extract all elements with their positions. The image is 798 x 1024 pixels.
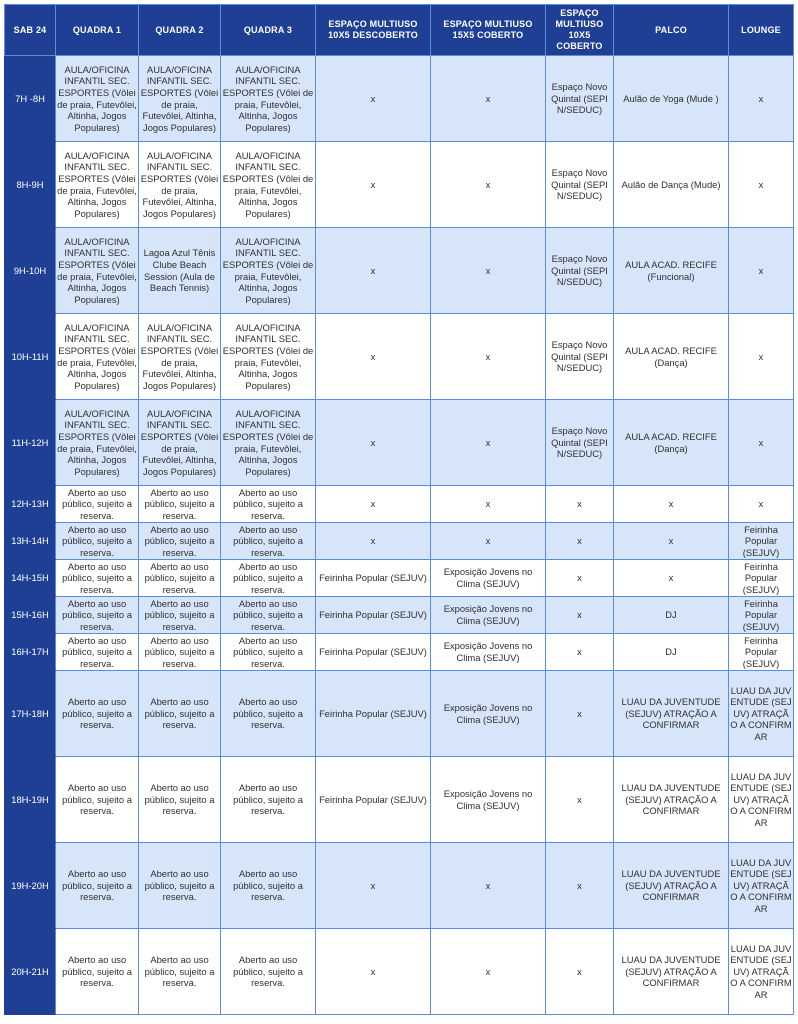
time-slot: 17H-18H: [5, 671, 56, 757]
cell-multiuso-15x5-coberto: x: [431, 929, 546, 1015]
cell-quadra-1: Aberto ao uso público, sujeito a reserva.: [56, 929, 139, 1015]
cell-multiuso-10x5-coberto: x: [546, 486, 614, 523]
cell-quadra-2: Lagoa Azul Tênis Clube Beach Session (Aula de Beach Tennis): [139, 228, 221, 314]
table-row: [5, 400, 794, 486]
cell-palco: LUAU DA JUVENTUDE (SEJUV) ATRAÇÃO A CONFIRMAR: [614, 671, 729, 757]
cell-palco: Aulão de Dança (Mude): [614, 142, 729, 228]
cell-multiuso-15x5-coberto: x: [431, 228, 546, 314]
schedule-table: [4, 4, 794, 1015]
cell-multiuso-15x5-coberto: x: [431, 400, 546, 486]
time-slot: 9H-10H: [5, 228, 56, 314]
cell-multiuso-10x5-coberto: Espaço Novo Quintal (SEPIN/SEDUC): [546, 228, 614, 314]
cell-lounge: Feirinha Popular (SEJUV): [729, 523, 794, 560]
cell-lounge: LUAU DA JUVENTUDE (SEJUV) ATRAÇÃO A CONFIRMAR: [729, 929, 794, 1015]
table-row: [5, 757, 794, 843]
cell-multiuso-10x5-descoberto: x: [316, 400, 431, 486]
cell-multiuso-10x5-coberto: x: [546, 634, 614, 671]
cell-lounge: x: [729, 486, 794, 523]
cell-multiuso-10x5-coberto: x: [546, 523, 614, 560]
cell-quadra-1: AULA/OFICINA INFANTIL SEC. ESPORTES (Vôlei de praia, Futevôlei, Altinha, Jogos Populares): [56, 142, 139, 228]
cell-multiuso-10x5-descoberto: x: [316, 486, 431, 523]
table-row: [5, 560, 794, 597]
cell-palco: x: [614, 560, 729, 597]
cell-lounge: LUAU DA JUVENTUDE (SEJUV) ATRAÇÃO A CONFIRMAR: [729, 671, 794, 757]
time-slot: 20H-21H: [5, 929, 56, 1015]
cell-quadra-3: AULA/OFICINA INFANTIL SEC. ESPORTES (Vôlei de praia, Futevôlei, Altinha, Jogos Populares): [221, 314, 316, 400]
header-quadra-2: QUADRA 2: [139, 5, 221, 56]
cell-multiuso-10x5-descoberto: Feirinha Popular (SEJUV): [316, 671, 431, 757]
time-slot: 19H-20H: [5, 843, 56, 929]
cell-quadra-2: Aberto ao uso público, sujeito a reserva.: [139, 486, 221, 523]
cell-multiuso-10x5-coberto: x: [546, 671, 614, 757]
header-multiuso-10x5-coberto: ESPAÇO MULTIUSO 10X5 COBERTO: [546, 5, 614, 56]
cell-palco: DJ: [614, 597, 729, 634]
time-slot: 14H-15H: [5, 560, 56, 597]
table-row: [5, 634, 794, 671]
cell-quadra-1: Aberto ao uso público, sujeito a reserva.: [56, 486, 139, 523]
time-slot: 8H-9H: [5, 142, 56, 228]
header-row: [5, 5, 794, 56]
cell-quadra-2: Aberto ao uso público, sujeito a reserva.: [139, 597, 221, 634]
cell-multiuso-10x5-coberto: Espaço Novo Quintal (SEPIN/SEDUC): [546, 142, 614, 228]
cell-quadra-3: Aberto ao uso público, sujeito a reserva.: [221, 843, 316, 929]
cell-quadra-3: Aberto ao uso público, sujeito a reserva.: [221, 757, 316, 843]
cell-palco: Aulão de Yoga (Mude ): [614, 56, 729, 142]
cell-lounge: x: [729, 400, 794, 486]
cell-quadra-3: AULA/OFICINA INFANTIL SEC. ESPORTES (Vôlei de praia, Futevôlei, Altinha, Jogos Populares): [221, 56, 316, 142]
cell-multiuso-10x5-coberto: x: [546, 843, 614, 929]
cell-lounge: x: [729, 142, 794, 228]
cell-quadra-1: Aberto ao uso público, sujeito a reserva.: [56, 560, 139, 597]
cell-quadra-2: Aberto ao uso público, sujeito a reserva.: [139, 523, 221, 560]
time-slot: 7H -8H: [5, 56, 56, 142]
table-row: [5, 228, 794, 314]
table-row: [5, 671, 794, 757]
cell-multiuso-10x5-coberto: Espaço Novo Quintal (SEPIN/SEDUC): [546, 314, 614, 400]
cell-quadra-1: Aberto ao uso público, sujeito a reserva.: [56, 523, 139, 560]
cell-quadra-1: AULA/OFICINA INFANTIL SEC. ESPORTES (Vôlei de praia, Futevôlei, Altinha, Jogos Populares): [56, 400, 139, 486]
cell-quadra-3: AULA/OFICINA INFANTIL SEC. ESPORTES (Vôlei de praia, Futevôlei, Altinha, Jogos Populares): [221, 228, 316, 314]
header-quadra-1: QUADRA 1: [56, 5, 139, 56]
cell-quadra-1: AULA/OFICINA INFANTIL SEC. ESPORTES (Vôlei de praia, Futevôlei, Altinha, Jogos Populares): [56, 228, 139, 314]
cell-multiuso-10x5-descoberto: Feirinha Popular (SEJUV): [316, 560, 431, 597]
cell-multiuso-10x5-coberto: Espaço Novo Quintal (SEPIN/SEDUC): [546, 56, 614, 142]
cell-lounge: LUAU DA JUVENTUDE (SEJUV) ATRAÇÃO A CONFIRMAR: [729, 843, 794, 929]
time-slot: 11H-12H: [5, 400, 56, 486]
cell-multiuso-15x5-coberto: x: [431, 314, 546, 400]
cell-quadra-1: Aberto ao uso público, sujeito a reserva.: [56, 671, 139, 757]
cell-multiuso-15x5-coberto: Exposição Jovens no Clima (SEJUV): [431, 634, 546, 671]
cell-quadra-1: Aberto ao uso público, sujeito a reserva.: [56, 843, 139, 929]
cell-quadra-1: Aberto ao uso público, sujeito a reserva.: [56, 757, 139, 843]
cell-quadra-3: Aberto ao uso público, sujeito a reserva.: [221, 634, 316, 671]
cell-multiuso-10x5-descoberto: x: [316, 523, 431, 560]
cell-lounge: LUAU DA JUVENTUDE (SEJUV) ATRAÇÃO A CONFIRMAR: [729, 757, 794, 843]
cell-lounge: Feirinha Popular (SEJUV): [729, 560, 794, 597]
cell-quadra-2: AULA/OFICINA INFANTIL SEC. ESPORTES (Vôlei de praia, Futevôlei, Altinha, Jogos Populares): [139, 314, 221, 400]
cell-quadra-3: AULA/OFICINA INFANTIL SEC. ESPORTES (Vôlei de praia, Futevôlei, Altinha, Jogos Populares): [221, 400, 316, 486]
time-slot: 18H-19H: [5, 757, 56, 843]
header-multiuso-10x5-descoberto: ESPAÇO MULTIUSO 10X5 DESCOBERTO: [316, 5, 431, 56]
cell-multiuso-15x5-coberto: x: [431, 843, 546, 929]
cell-quadra-3: Aberto ao uso público, sujeito a reserva.: [221, 486, 316, 523]
cell-quadra-3: Aberto ao uso público, sujeito a reserva.: [221, 560, 316, 597]
cell-palco: LUAU DA JUVENTUDE (SEJUV) ATRAÇÃO A CONFIRMAR: [614, 929, 729, 1015]
cell-lounge: x: [729, 228, 794, 314]
cell-quadra-2: Aberto ao uso público, sujeito a reserva.: [139, 843, 221, 929]
cell-palco: AULA ACAD. RECIFE (Dança): [614, 400, 729, 486]
cell-multiuso-15x5-coberto: Exposição Jovens no Clima (SEJUV): [431, 757, 546, 843]
cell-palco: AULA ACAD. RECIFE (Dança): [614, 314, 729, 400]
header-quadra-3: QUADRA 3: [221, 5, 316, 56]
cell-multiuso-15x5-coberto: x: [431, 523, 546, 560]
table-row: [5, 486, 794, 523]
cell-multiuso-15x5-coberto: x: [431, 56, 546, 142]
header-day: SAB 24: [5, 5, 56, 56]
cell-multiuso-10x5-descoberto: x: [316, 843, 431, 929]
cell-palco: LUAU DA JUVENTUDE (SEJUV) ATRAÇÃO A CONFIRMAR: [614, 843, 729, 929]
table-row: [5, 56, 794, 142]
cell-palco: x: [614, 523, 729, 560]
time-slot: 13H-14H: [5, 523, 56, 560]
table-row: [5, 314, 794, 400]
cell-multiuso-10x5-descoberto: Feirinha Popular (SEJUV): [316, 634, 431, 671]
cell-quadra-2: Aberto ao uso público, sujeito a reserva.: [139, 929, 221, 1015]
cell-quadra-3: Aberto ao uso público, sujeito a reserva.: [221, 523, 316, 560]
cell-quadra-3: Aberto ao uso público, sujeito a reserva.: [221, 929, 316, 1015]
cell-multiuso-15x5-coberto: Exposição Jovens no Clima (SEJUV): [431, 597, 546, 634]
cell-quadra-1: AULA/OFICINA INFANTIL SEC. ESPORTES (Vôlei de praia, Futevôlei, Altinha, Jogos Populares): [56, 314, 139, 400]
cell-lounge: Feirinha Popular (SEJUV): [729, 597, 794, 634]
cell-quadra-3: AULA/OFICINA INFANTIL SEC. ESPORTES (Vôlei de praia, Futevôlei, Altinha, Jogos Populares): [221, 142, 316, 228]
cell-lounge: Feirinha Popular (SEJUV): [729, 634, 794, 671]
cell-multiuso-10x5-descoberto: Feirinha Popular (SEJUV): [316, 597, 431, 634]
cell-multiuso-15x5-coberto: Exposição Jovens no Clima (SEJUV): [431, 671, 546, 757]
cell-multiuso-10x5-coberto: Espaço Novo Quintal (SEPIN/SEDUC): [546, 400, 614, 486]
header-lounge: LOUNGE: [729, 5, 794, 56]
cell-quadra-1: Aberto ao uso público, sujeito a reserva.: [56, 634, 139, 671]
cell-palco: DJ: [614, 634, 729, 671]
cell-quadra-2: AULA/OFICINA INFANTIL SEC. ESPORTES (Vôlei de praia, Futevôlei, Altinha, Jogos Populares): [139, 400, 221, 486]
cell-quadra-3: Aberto ao uso público, sujeito a reserva.: [221, 597, 316, 634]
table-row: [5, 929, 794, 1015]
table-row: [5, 597, 794, 634]
cell-lounge: x: [729, 56, 794, 142]
table-row: [5, 843, 794, 929]
cell-multiuso-15x5-coberto: x: [431, 142, 546, 228]
cell-quadra-3: Aberto ao uso público, sujeito a reserva.: [221, 671, 316, 757]
cell-quadra-2: Aberto ao uso público, sujeito a reserva.: [139, 560, 221, 597]
time-slot: 12H-13H: [5, 486, 56, 523]
cell-multiuso-10x5-descoberto: Feirinha Popular (SEJUV): [316, 757, 431, 843]
cell-multiuso-10x5-coberto: x: [546, 929, 614, 1015]
table-row: [5, 523, 794, 560]
cell-multiuso-10x5-descoberto: x: [316, 929, 431, 1015]
cell-multiuso-10x5-descoberto: x: [316, 228, 431, 314]
time-slot: 10H-11H: [5, 314, 56, 400]
cell-multiuso-10x5-descoberto: x: [316, 56, 431, 142]
cell-multiuso-10x5-coberto: x: [546, 560, 614, 597]
cell-multiuso-15x5-coberto: Exposição Jovens no Clima (SEJUV): [431, 560, 546, 597]
cell-multiuso-10x5-coberto: x: [546, 597, 614, 634]
cell-quadra-2: AULA/OFICINA INFANTIL SEC. ESPORTES (Vôlei de praia, Futevôlei, Altinha, Jogos Populares): [139, 56, 221, 142]
cell-quadra-1: AULA/OFICINA INFANTIL SEC. ESPORTES (Vôlei de praia, Futevôlei, Altinha, Jogos Populares): [56, 56, 139, 142]
cell-multiuso-15x5-coberto: x: [431, 486, 546, 523]
schedule-body: [5, 56, 794, 1015]
cell-quadra-1: Aberto ao uso público, sujeito a reserva.: [56, 597, 139, 634]
header-multiuso-15x5-coberto: ESPAÇO MULTIUSO 15X5 COBERTO: [431, 5, 546, 56]
header-palco: PALCO: [614, 5, 729, 56]
cell-quadra-2: AULA/OFICINA INFANTIL SEC. ESPORTES (Vôlei de praia, Futevôlei, Altinha, Jogos Populares): [139, 142, 221, 228]
cell-palco: LUAU DA JUVENTUDE (SEJUV) ATRAÇÃO A CONFIRMAR: [614, 757, 729, 843]
cell-multiuso-10x5-coberto: x: [546, 757, 614, 843]
cell-multiuso-10x5-descoberto: x: [316, 314, 431, 400]
cell-palco: AULA ACAD. RECIFE (Funcional): [614, 228, 729, 314]
cell-multiuso-10x5-descoberto: x: [316, 142, 431, 228]
time-slot: 15H-16H: [5, 597, 56, 634]
cell-palco: x: [614, 486, 729, 523]
table-row: [5, 142, 794, 228]
cell-lounge: x: [729, 314, 794, 400]
cell-quadra-2: Aberto ao uso público, sujeito a reserva.: [139, 671, 221, 757]
cell-quadra-2: Aberto ao uso público, sujeito a reserva.: [139, 634, 221, 671]
cell-quadra-2: Aberto ao uso público, sujeito a reserva.: [139, 757, 221, 843]
time-slot: 16H-17H: [5, 634, 56, 671]
